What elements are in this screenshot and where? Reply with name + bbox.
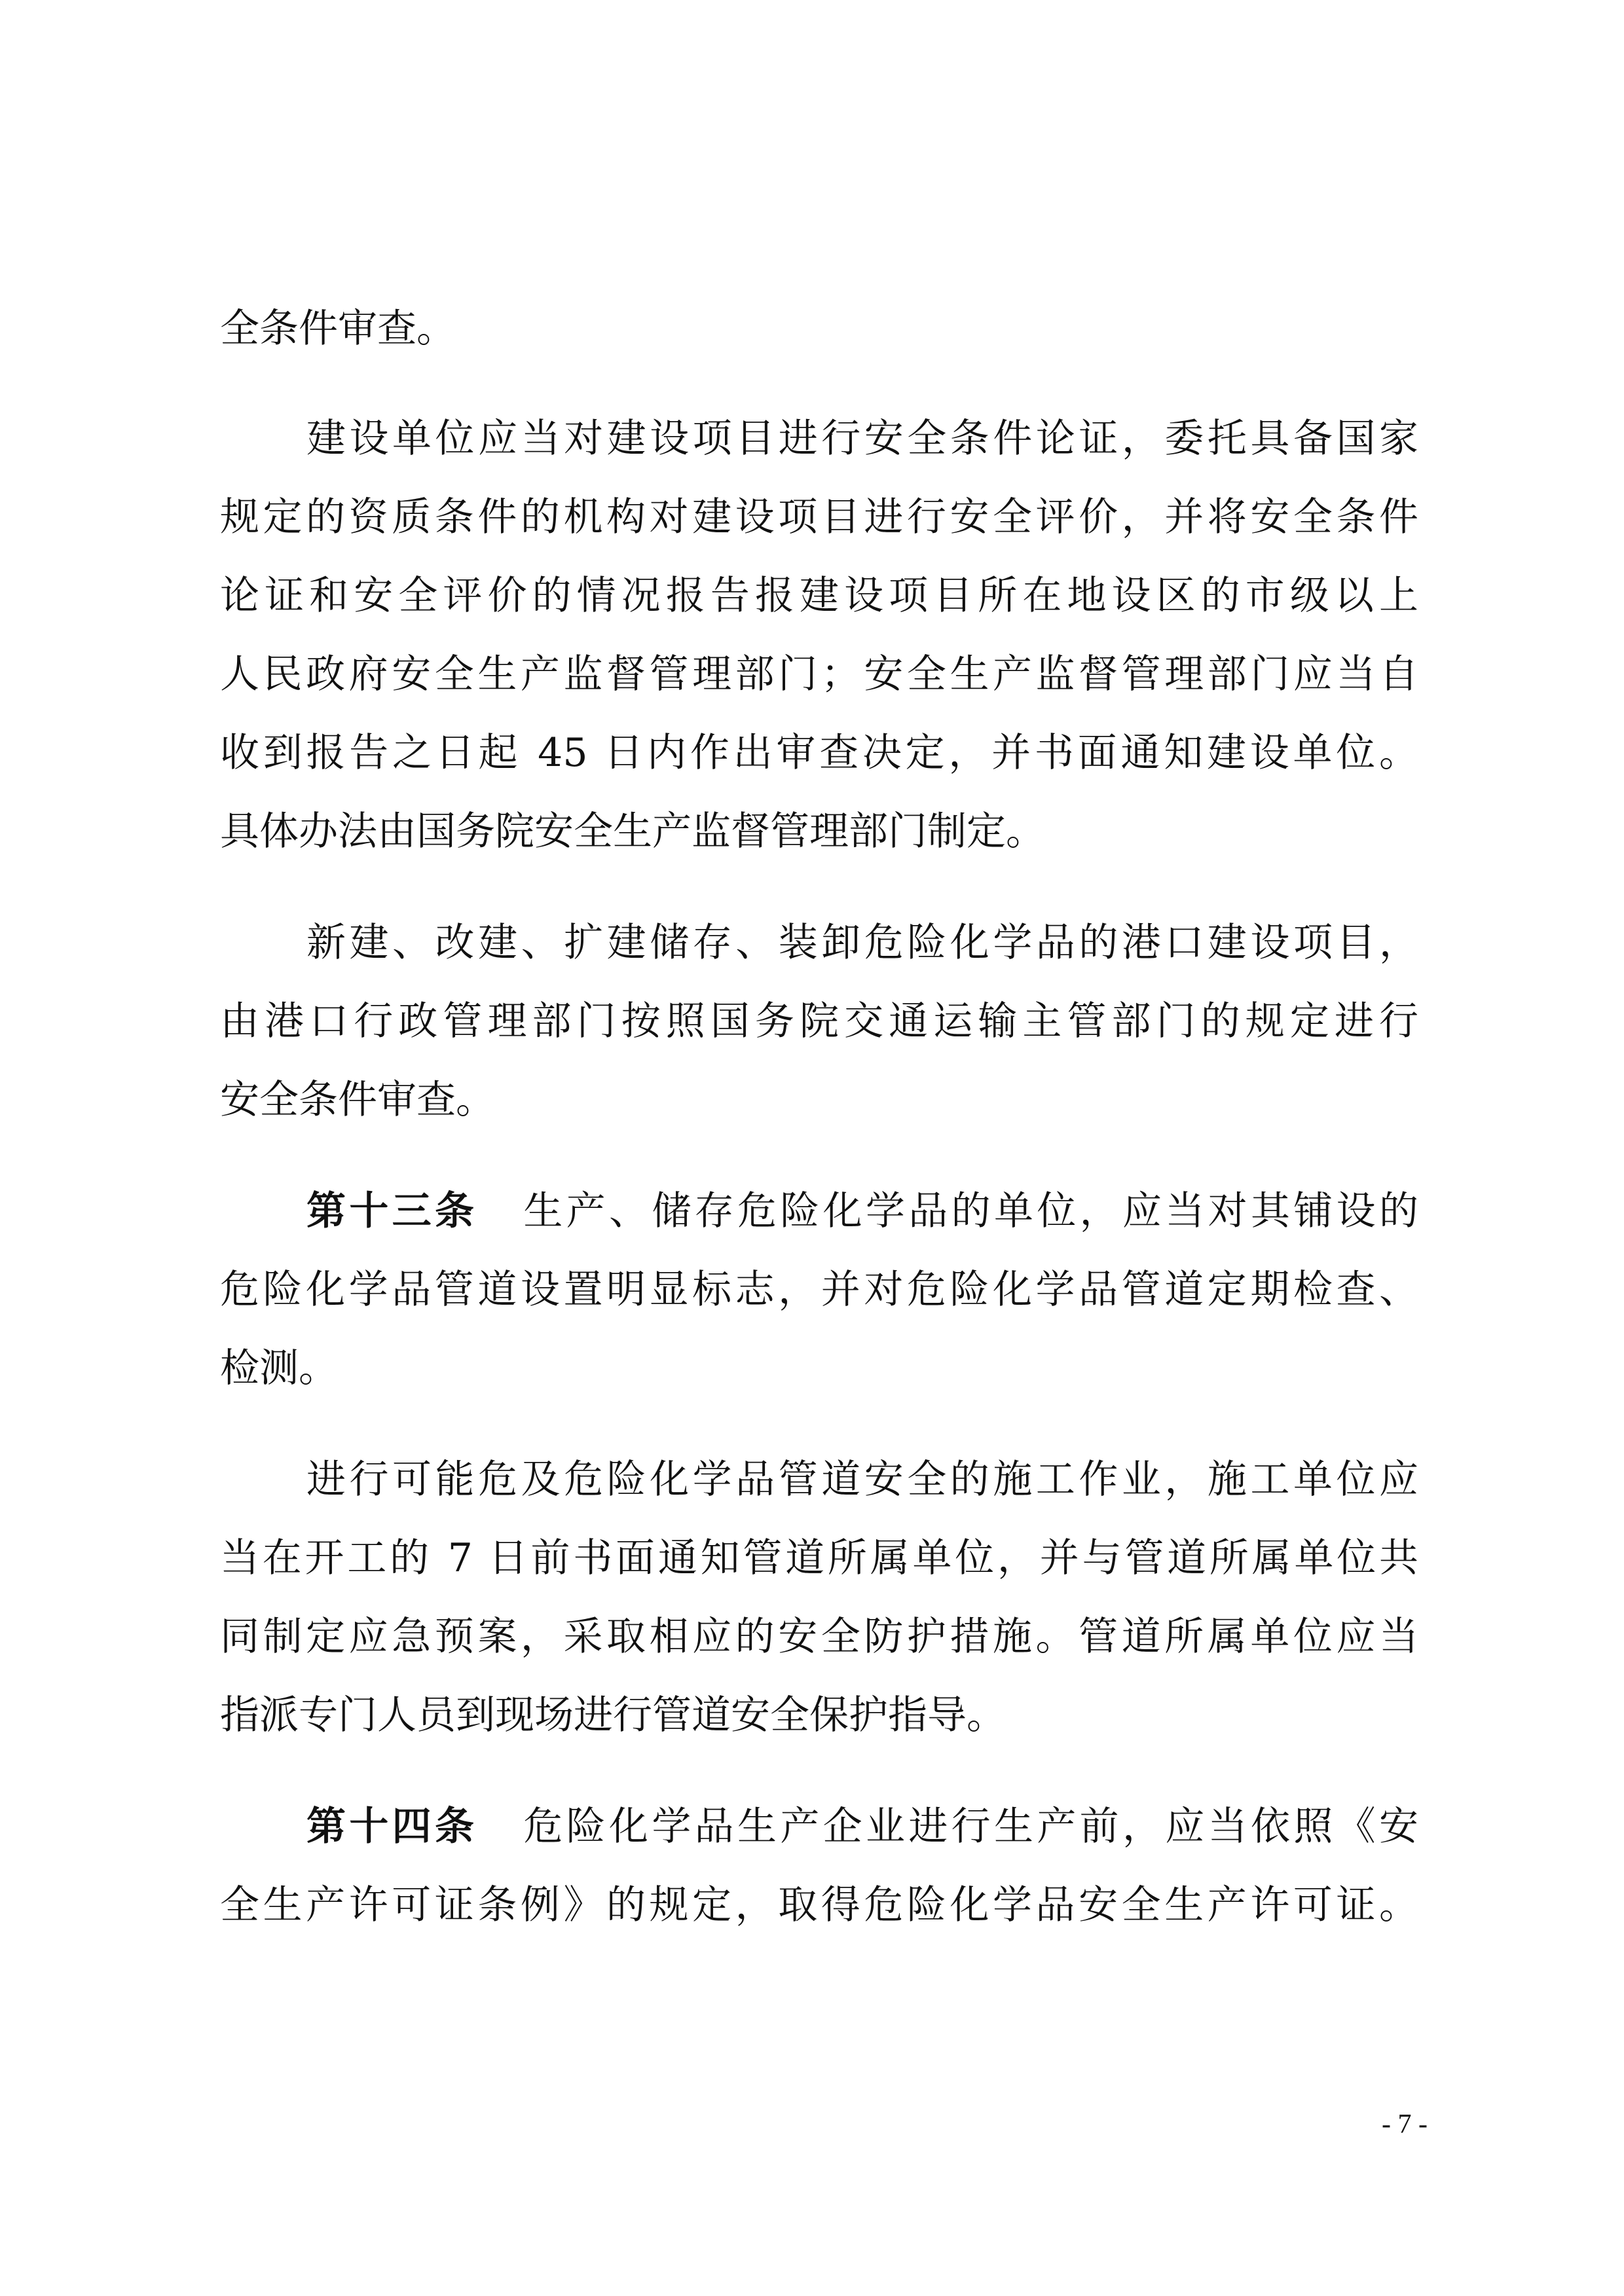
text-line: 人民政府安全生产监督管理部门；安全生产监督管理部门应当自 [220,651,1418,697]
text-line: 危险化学品管道设置明显标志，并对危险化学品管道定期检查、 [220,1267,1418,1313]
text-line: 检测。 [220,1345,338,1391]
text-line: 规定的资质条件的机构对建设项目进行安全评价，并将安全条件 [220,494,1418,540]
text-line: 论证和安全评价的情况报告报建设项目所在地设区的市级以上 [220,573,1418,619]
text-line: 全条件审查。 [220,306,456,352]
article-13-heading: 第十三条 [306,1188,478,1234]
text-line: 全生产许可证条例》的规定，取得危险化学品安全生产许可证。 [220,1882,1418,1928]
text-line: 指派专门人员到现场进行管道安全保护指导。 [220,1692,1006,1738]
text-line: 当在开工的 7 日前书面通知管道所属单位，并与管道所属单位共 [220,1535,1418,1581]
text-line: 收到报告之日起 45 日内作出审查决定，并书面通知建设单位。 [220,730,1418,776]
text-line: 具体办法由国务院安全生产监督管理部门制定。 [220,809,1045,854]
text-line: 建设单位应当对建设项目进行安全条件论证，委托具备国家 [306,416,1418,462]
page-number: - 7 - [1382,2109,1428,2140]
text-line: 新建、改建、扩建储存、装卸危险化学品的港口建设项目， [306,920,1418,966]
text-line: 生产、储存危险化学品的单位，应当对其铺设的 [523,1188,1418,1234]
article-13-first-line [306,1172,1418,1250]
article-14-first-line [306,1787,1418,1866]
text-line: 安全条件审查。 [220,1077,495,1123]
text-line: 进行可能危及危险化学品管道安全的施工作业，施工单位应 [306,1457,1418,1503]
text-line: 危险化学品生产企业进行生产前，应当依照《安 [523,1804,1418,1850]
text-line: 由港口行政管理部门按照国务院交通运输主管部门的规定进行 [220,998,1418,1044]
article-14-heading: 第十四条 [306,1804,478,1850]
text-line: 同制定应急预案，采取相应的安全防护措施。管道所属单位应当 [220,1614,1418,1660]
